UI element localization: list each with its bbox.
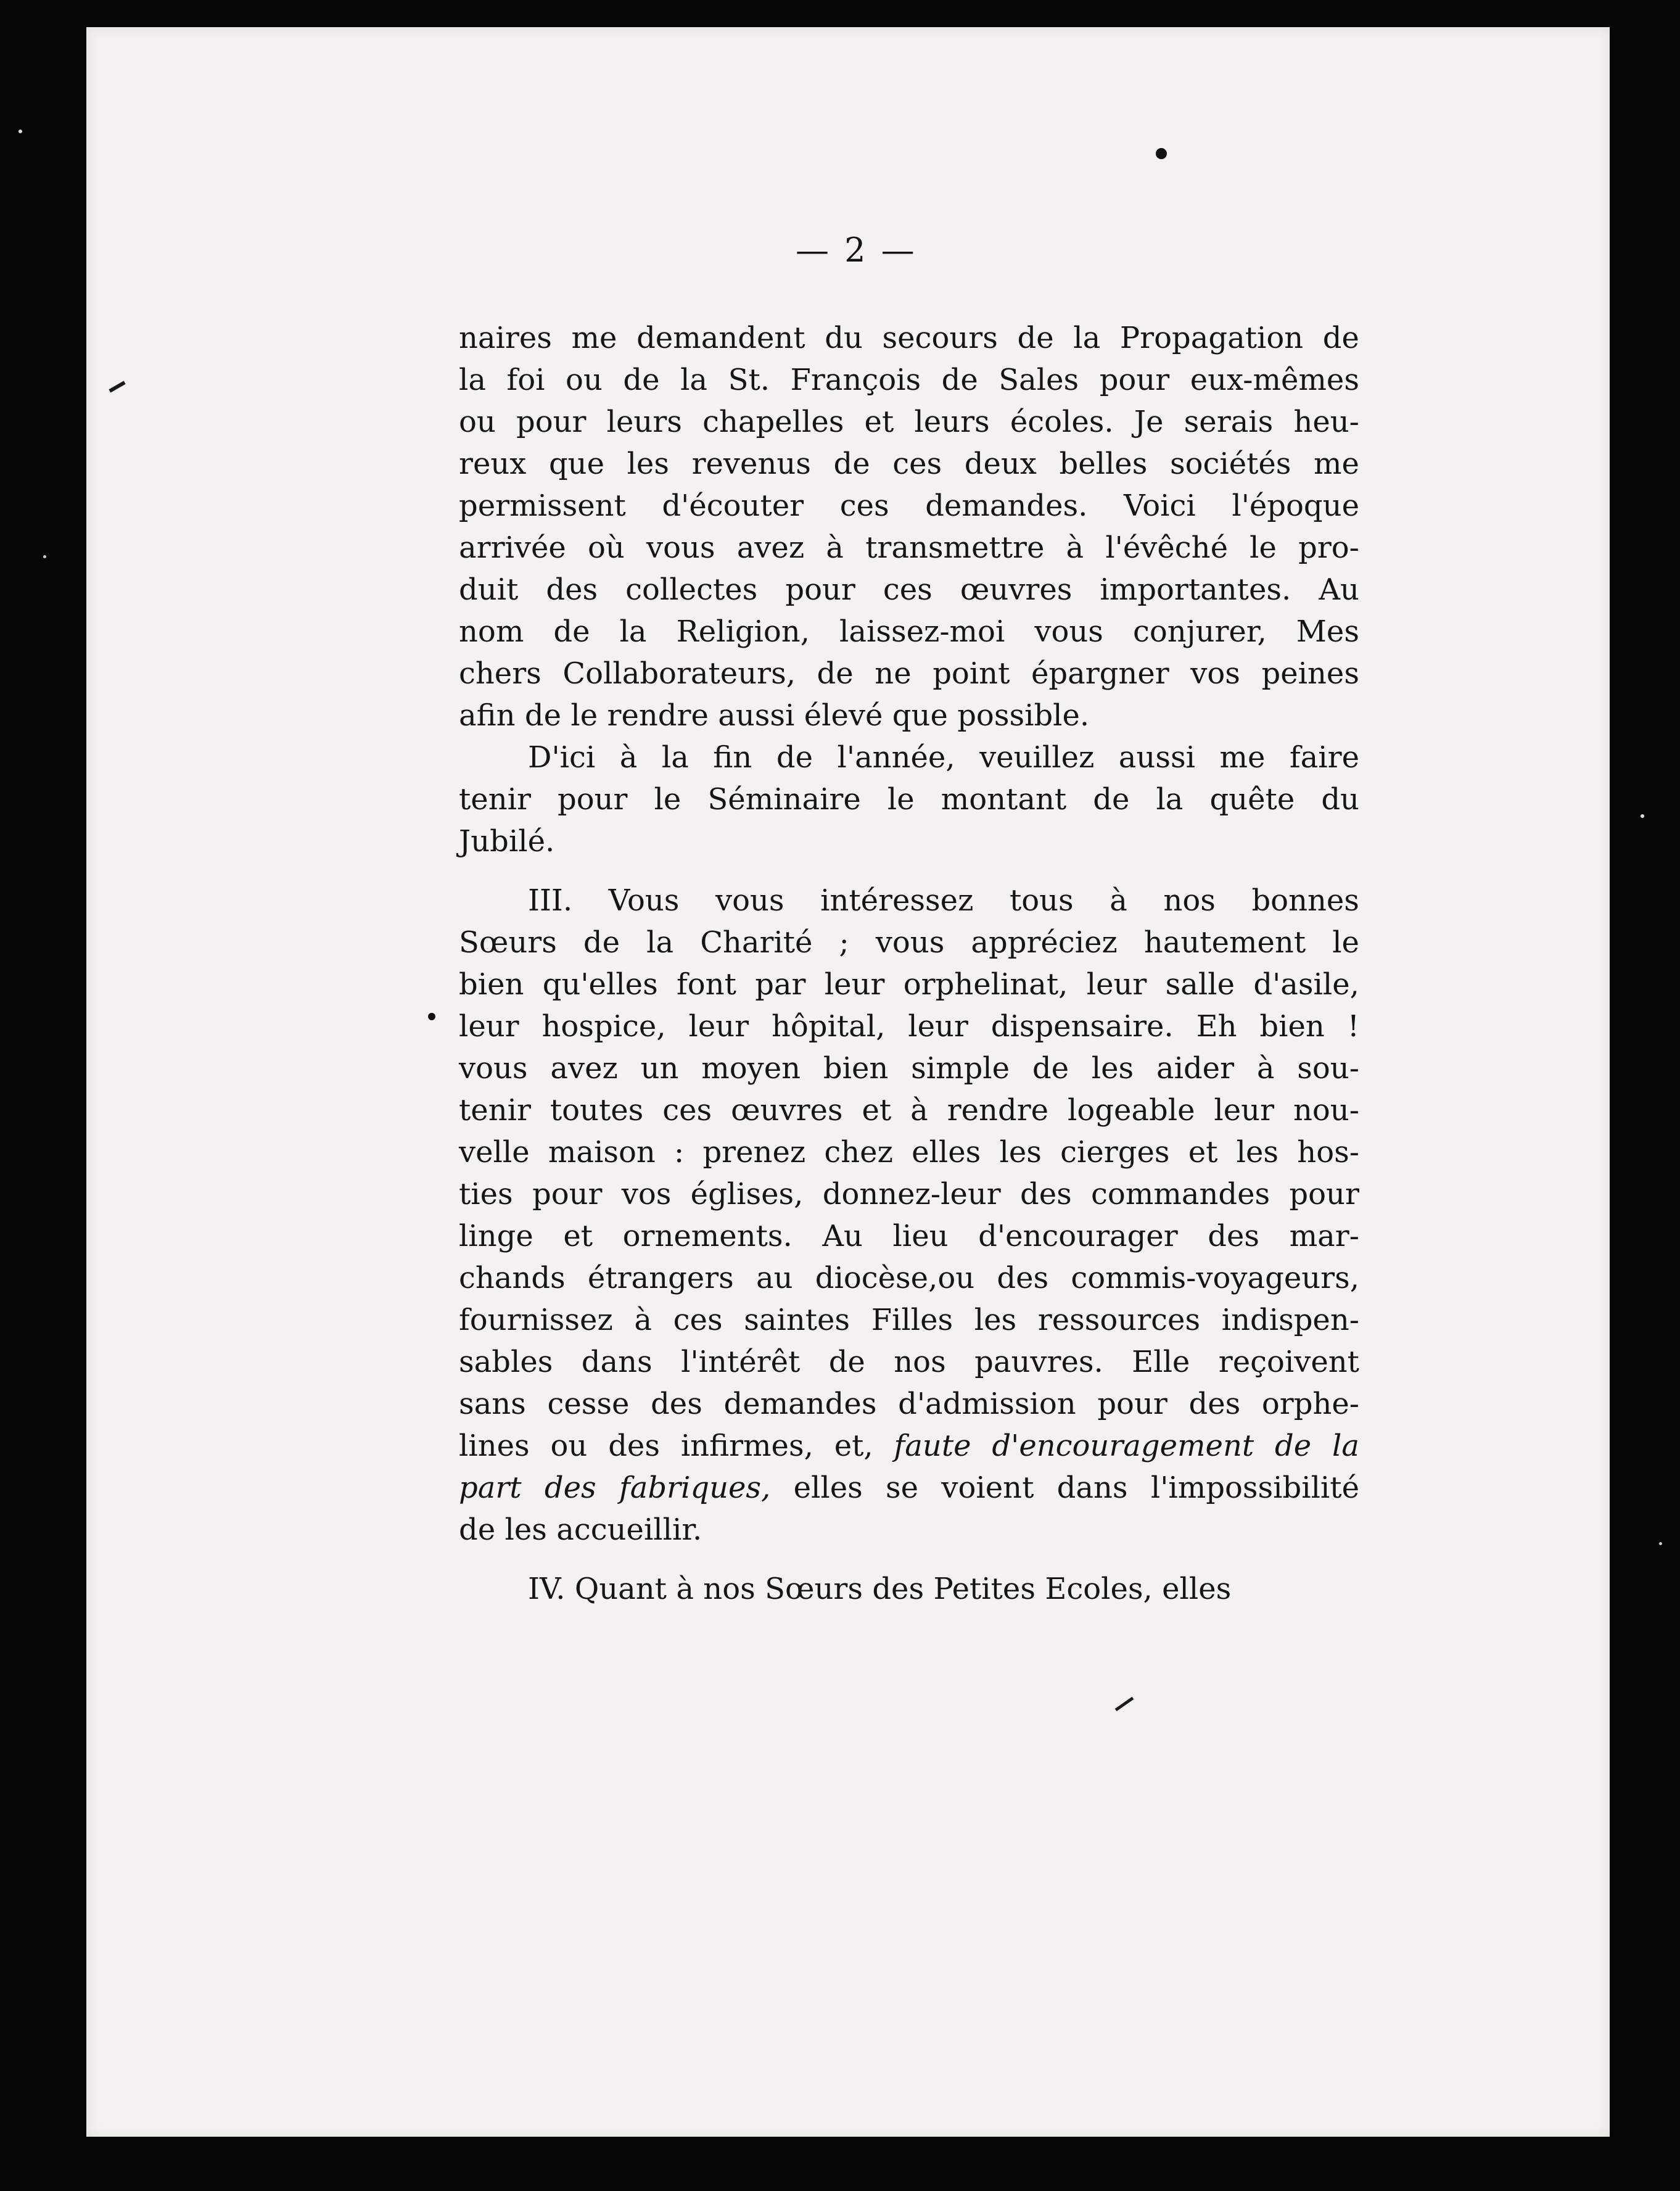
word: demandes xyxy=(723,1387,877,1421)
text-line xyxy=(459,653,1359,695)
word: les xyxy=(974,1303,1017,1337)
word: leurs xyxy=(606,405,682,439)
word: reçoivent xyxy=(1218,1345,1359,1379)
word: Sœurs xyxy=(765,1572,863,1606)
word: la xyxy=(661,740,689,775)
word: faire xyxy=(1289,740,1359,775)
word: demandent xyxy=(636,321,805,355)
body-text xyxy=(459,317,1359,1610)
word: de xyxy=(941,363,978,397)
word: secours xyxy=(882,321,998,355)
text-line xyxy=(459,1467,1359,1509)
word: orphelinat, xyxy=(903,967,1068,1002)
word: ou xyxy=(566,363,603,397)
word: par xyxy=(755,967,806,1002)
word: moyen xyxy=(701,1051,801,1086)
word: hautement xyxy=(1143,925,1306,960)
word: que xyxy=(548,447,604,481)
word: pour xyxy=(532,1177,603,1211)
word: Charité xyxy=(700,925,813,960)
scanned-page xyxy=(86,27,1610,2137)
word: infirmes, xyxy=(680,1429,813,1463)
word: de xyxy=(553,614,590,649)
word: chers xyxy=(459,656,541,691)
word: François xyxy=(790,363,921,397)
word: toutes xyxy=(550,1093,644,1128)
word: Vous xyxy=(608,883,680,918)
word: ces xyxy=(883,572,933,607)
word: laissez-moi xyxy=(839,614,1005,649)
word: la xyxy=(619,614,647,649)
word: sociétés xyxy=(1169,447,1291,481)
word: commandes xyxy=(1091,1177,1270,1211)
word: font xyxy=(677,967,736,1002)
word: : xyxy=(674,1135,685,1170)
word: Au xyxy=(822,1219,863,1253)
word: duit xyxy=(459,572,519,607)
word: appréciez xyxy=(971,925,1118,960)
word: du xyxy=(825,321,863,355)
word: des xyxy=(1208,1219,1260,1253)
word: Au xyxy=(1319,572,1359,607)
page-number: — 2 — xyxy=(796,231,917,270)
word: chez xyxy=(824,1135,893,1170)
word: tenir xyxy=(459,1093,531,1128)
word: leur xyxy=(688,1009,749,1044)
word: eux-mêmes xyxy=(1190,363,1359,397)
word: vous xyxy=(1034,614,1103,649)
word: élevé xyxy=(804,698,883,733)
word: intéressez xyxy=(820,883,974,918)
word: leur xyxy=(1214,1093,1275,1128)
word: d'asile, xyxy=(1253,967,1359,1002)
word: églises, xyxy=(690,1177,804,1211)
word: chapelles xyxy=(702,405,844,439)
word: fournissez xyxy=(459,1303,613,1337)
word: rendre xyxy=(607,698,709,733)
word: Filles xyxy=(871,1303,953,1337)
word: vos xyxy=(1190,656,1240,691)
word: à xyxy=(1256,1051,1275,1086)
word: simple xyxy=(911,1051,1010,1086)
text-line xyxy=(459,778,1359,820)
word: deux xyxy=(964,447,1037,481)
word: un xyxy=(640,1051,679,1086)
word: velle xyxy=(459,1135,530,1170)
word: hôpital, xyxy=(771,1009,886,1044)
margin-speck xyxy=(43,555,46,558)
word: collectes xyxy=(625,572,758,607)
word: à xyxy=(826,530,844,565)
word: pour xyxy=(1097,1387,1167,1421)
text-line xyxy=(459,922,1359,963)
word: la xyxy=(1156,782,1184,817)
word: œuvres xyxy=(960,572,1073,607)
word: et xyxy=(864,405,894,439)
word: belles xyxy=(1059,447,1148,481)
pen-mark xyxy=(1115,1697,1134,1712)
word: nom xyxy=(459,614,524,649)
word: des xyxy=(1019,1177,1072,1211)
word: aussi xyxy=(718,698,795,733)
word: de xyxy=(459,1512,496,1547)
word: bien xyxy=(1259,1009,1325,1044)
word: ces xyxy=(673,1303,723,1337)
text-line xyxy=(459,1131,1359,1173)
word: nos xyxy=(894,1345,946,1379)
word: importantes. xyxy=(1100,572,1291,607)
word: voient xyxy=(941,1471,1034,1505)
word: pro- xyxy=(1298,530,1359,565)
word: hospice, xyxy=(541,1009,666,1044)
word: le xyxy=(1332,925,1359,960)
word: diocèse,ou xyxy=(815,1261,975,1295)
word: ties xyxy=(459,1177,513,1211)
word: la xyxy=(1073,321,1101,355)
word: de xyxy=(623,363,660,397)
word: des xyxy=(546,572,598,607)
word: le xyxy=(654,782,681,817)
word: mar- xyxy=(1289,1219,1359,1253)
word: le xyxy=(887,782,915,817)
word: St. xyxy=(728,363,770,397)
word: aider xyxy=(1156,1051,1235,1086)
text-line xyxy=(459,963,1359,1005)
word: chands xyxy=(459,1261,566,1295)
word: ; xyxy=(839,925,849,960)
word: me xyxy=(1219,740,1266,775)
word: hos- xyxy=(1297,1135,1359,1170)
word: bien xyxy=(823,1051,889,1086)
word: l'époque xyxy=(1232,489,1359,523)
word: nos xyxy=(1163,883,1216,918)
margin-speck xyxy=(1659,1542,1662,1545)
word: qu'elles xyxy=(542,967,658,1002)
word: de xyxy=(828,1345,865,1379)
text-line xyxy=(459,1089,1359,1131)
word: Ecoles, xyxy=(1045,1572,1153,1606)
word: dispensaire. xyxy=(990,1009,1174,1044)
margin-speck xyxy=(19,130,22,133)
word: des xyxy=(608,1429,660,1463)
word: commis-voyageurs, xyxy=(1071,1261,1359,1295)
text-line xyxy=(459,527,1359,569)
word: ou xyxy=(550,1429,588,1463)
word: œuvres xyxy=(731,1093,843,1128)
word: elles xyxy=(793,1471,863,1505)
word: Séminaire xyxy=(707,782,861,817)
word: Collaborateurs, xyxy=(562,656,796,691)
word: salle xyxy=(1165,967,1235,1002)
word: Sœurs xyxy=(459,925,557,960)
word: sans xyxy=(459,1387,526,1421)
word: de xyxy=(1275,1429,1312,1463)
text-line xyxy=(459,1425,1359,1467)
word: au xyxy=(756,1261,793,1295)
text-line xyxy=(459,485,1359,527)
word: tenir xyxy=(459,782,531,817)
word: et xyxy=(563,1219,593,1253)
word: afin xyxy=(459,698,516,733)
word: pour xyxy=(1289,1177,1359,1211)
word: pour xyxy=(516,405,587,439)
word: III. xyxy=(528,883,573,918)
word: conjurer, xyxy=(1132,614,1267,649)
word: indispen- xyxy=(1221,1303,1359,1337)
word: et, xyxy=(834,1429,873,1463)
word: la xyxy=(1332,1429,1359,1463)
word: vous xyxy=(875,925,945,960)
text-line xyxy=(459,359,1359,401)
word: fabriques, xyxy=(619,1471,771,1505)
word: vous xyxy=(646,530,715,565)
word: cierges xyxy=(1060,1135,1170,1170)
word: ! xyxy=(1347,1009,1359,1044)
word: à xyxy=(1066,530,1084,565)
word: de xyxy=(1032,1051,1069,1086)
text-line xyxy=(459,737,1359,778)
word: et xyxy=(1188,1135,1218,1170)
word: vos xyxy=(621,1177,672,1211)
text-line xyxy=(459,1257,1359,1299)
word: leur xyxy=(459,1009,519,1044)
word: des xyxy=(651,1387,702,1421)
word: Religion, xyxy=(676,614,810,649)
word: le xyxy=(570,698,598,733)
word: Jubilé. xyxy=(459,824,555,859)
text-line xyxy=(459,611,1359,653)
word: de xyxy=(524,698,562,733)
word: la xyxy=(680,363,708,397)
word: elles xyxy=(1162,1572,1232,1606)
word: leur xyxy=(908,1009,968,1044)
word: les xyxy=(1091,1051,1134,1086)
word: point xyxy=(933,656,1010,691)
word: ne xyxy=(875,656,912,691)
word: transmettre xyxy=(865,530,1045,565)
word: arrivée xyxy=(459,530,566,565)
word: Petites xyxy=(933,1572,1036,1606)
word: l'intérêt xyxy=(681,1345,801,1379)
margin-speck xyxy=(1641,814,1644,818)
word: d'encourager xyxy=(978,1219,1178,1253)
word: se xyxy=(886,1471,919,1505)
word: où xyxy=(587,530,625,565)
word: Elle xyxy=(1132,1345,1190,1379)
text-line xyxy=(459,317,1359,359)
word: Voici xyxy=(1124,489,1196,523)
word: ressources xyxy=(1037,1303,1201,1337)
text-line xyxy=(459,569,1359,611)
word: à xyxy=(910,1093,928,1128)
word: de xyxy=(833,447,870,481)
word: l'impossibilité xyxy=(1150,1471,1359,1505)
word: à xyxy=(1110,883,1127,918)
word: veuillez xyxy=(979,740,1095,775)
word: les xyxy=(1236,1135,1279,1170)
word: faute xyxy=(894,1429,971,1463)
word: naires xyxy=(459,321,552,355)
word: à xyxy=(634,1303,653,1337)
word: leurs xyxy=(914,405,990,439)
word: tous xyxy=(1009,883,1074,918)
word: de xyxy=(776,740,813,775)
word: quête xyxy=(1209,782,1295,817)
word: l'année, xyxy=(837,740,955,775)
word: ornements. xyxy=(622,1219,793,1253)
text-line xyxy=(459,401,1359,443)
word: les xyxy=(999,1135,1042,1170)
word: me xyxy=(571,321,617,355)
word: du xyxy=(1321,782,1359,817)
word: montant xyxy=(941,782,1067,817)
word: lines xyxy=(459,1429,530,1463)
word: pour xyxy=(557,782,628,817)
word: serais xyxy=(1184,405,1274,439)
word: que xyxy=(892,698,948,733)
word: Je xyxy=(1134,405,1164,439)
word: heu- xyxy=(1293,405,1359,439)
word: fin xyxy=(713,740,752,775)
word: Quant xyxy=(574,1572,667,1606)
word: cesse xyxy=(547,1387,630,1421)
word: part xyxy=(459,1471,522,1505)
word: ces xyxy=(662,1093,712,1128)
word: Sales xyxy=(999,363,1079,397)
word: permissent xyxy=(459,489,626,523)
word: dans xyxy=(581,1345,653,1379)
word: saintes xyxy=(744,1303,850,1337)
word: de xyxy=(1093,782,1130,817)
text-line xyxy=(459,880,1359,922)
word: linge xyxy=(459,1219,533,1253)
word: de xyxy=(817,656,854,691)
word: D'ici xyxy=(528,740,596,775)
word: pour xyxy=(1099,363,1170,397)
word: vous xyxy=(459,1051,528,1086)
word: lieu xyxy=(892,1219,949,1253)
word: de xyxy=(1322,321,1359,355)
word: rendre xyxy=(947,1093,1049,1128)
text-line xyxy=(459,1215,1359,1257)
text-line xyxy=(459,820,1359,862)
word: nos xyxy=(703,1572,756,1606)
word: sables xyxy=(459,1345,553,1379)
word: et xyxy=(862,1093,892,1128)
pen-mark xyxy=(109,381,125,392)
word: des xyxy=(1188,1387,1241,1421)
text-line xyxy=(459,1047,1359,1089)
text-line xyxy=(459,1341,1359,1383)
text-line xyxy=(459,1383,1359,1425)
text-line xyxy=(459,443,1359,485)
ink-dot xyxy=(1156,148,1167,159)
word: la xyxy=(646,925,674,960)
word: Eh xyxy=(1196,1009,1237,1044)
word: à xyxy=(676,1572,694,1606)
word: étrangers xyxy=(587,1261,734,1295)
word: bien xyxy=(459,967,524,1002)
word: pauvres. xyxy=(974,1345,1103,1379)
text-line xyxy=(459,1299,1359,1341)
text-line xyxy=(459,1173,1359,1215)
word: bonnes xyxy=(1251,883,1359,918)
word: les xyxy=(627,447,669,481)
word: d'encouragement xyxy=(992,1429,1254,1463)
word: les xyxy=(504,1512,547,1547)
word: dans xyxy=(1056,1471,1128,1505)
word: donnez-leur xyxy=(822,1177,1001,1211)
text-line xyxy=(459,1509,1359,1551)
word: IV. xyxy=(528,1572,566,1606)
word: écoles. xyxy=(1010,405,1114,439)
word: demandes. xyxy=(925,489,1088,523)
word: avez xyxy=(550,1051,618,1086)
text-line xyxy=(459,695,1359,737)
word: d'écouter xyxy=(662,489,804,523)
word: l'évêché xyxy=(1105,530,1228,565)
word: sou- xyxy=(1297,1051,1359,1086)
word: prenez xyxy=(702,1135,806,1170)
text-line xyxy=(459,1568,1359,1610)
word: des xyxy=(997,1261,1049,1295)
word: logeable xyxy=(1067,1093,1195,1128)
word: nou- xyxy=(1293,1093,1359,1128)
word: me xyxy=(1314,447,1359,481)
word: d'admission xyxy=(898,1387,1076,1421)
word: avez xyxy=(736,530,805,565)
word: peines xyxy=(1261,656,1359,691)
word: ces xyxy=(892,447,942,481)
word: des xyxy=(872,1572,924,1606)
word: reux xyxy=(459,447,527,481)
word: maison xyxy=(548,1135,656,1170)
word: la xyxy=(459,363,486,397)
word: aussi xyxy=(1118,740,1195,775)
word: Mes xyxy=(1296,614,1359,649)
word: pour xyxy=(785,572,855,607)
word: le xyxy=(1250,530,1277,565)
word: orphe- xyxy=(1261,1387,1359,1421)
word: revenus xyxy=(691,447,811,481)
word: vous xyxy=(715,883,784,918)
word: ces xyxy=(839,489,889,523)
word: de xyxy=(1017,321,1054,355)
word: leur xyxy=(1086,967,1147,1002)
text-line xyxy=(459,1005,1359,1047)
word: accueillir. xyxy=(556,1512,702,1547)
word: de xyxy=(583,925,620,960)
word: ou xyxy=(459,405,496,439)
word: foi xyxy=(506,363,545,397)
word: à xyxy=(619,740,638,775)
word: possible. xyxy=(957,698,1090,733)
ink-dot xyxy=(428,1013,435,1020)
word: Propagation xyxy=(1119,321,1304,355)
word: des xyxy=(544,1471,596,1505)
word: elles xyxy=(912,1135,981,1170)
word: épargner xyxy=(1031,656,1169,691)
word: leur xyxy=(824,967,885,1002)
